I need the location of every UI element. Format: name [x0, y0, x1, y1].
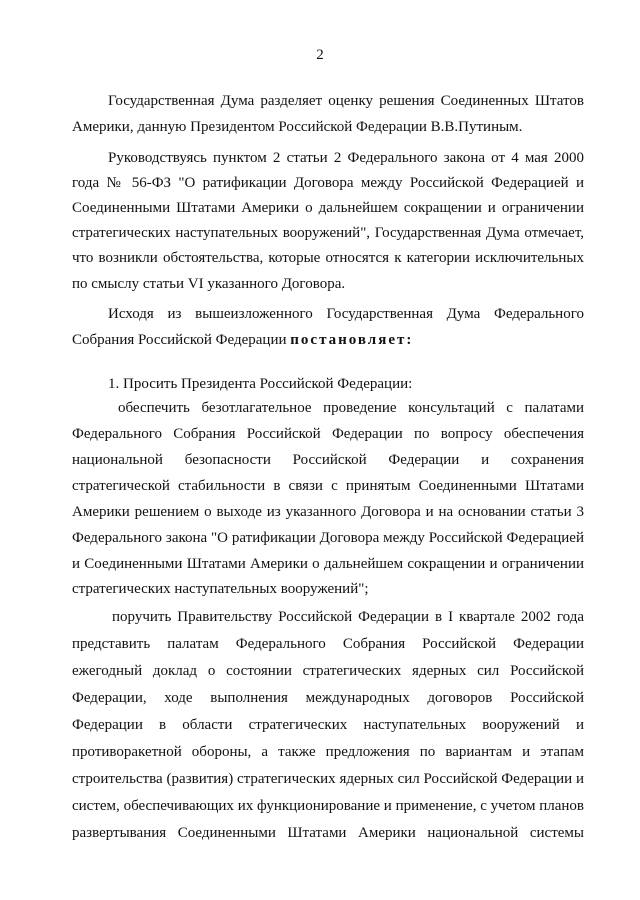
- paragraph-1-line-1: Государственная Дума разделяет оценку решения Соединенных Штатов: [108, 93, 584, 109]
- paragraph-4-line-6: Федерального закона "О ратификации Договора между Российской Федерацией: [72, 530, 584, 546]
- paragraph-2-line-6: по смыслу статьи VI указанного Договора.: [72, 276, 346, 292]
- paragraph-5-line-4: Федерации, ходе выполнения международных договоров Российской: [72, 690, 584, 706]
- item-1-heading: 1. Просить Президента Российской Федерации:: [108, 376, 413, 392]
- paragraph-2-line-2: года № 56-ФЗ "О ратификации Договора между Российской Федерацией и: [72, 175, 584, 191]
- paragraph-3-line-1: Исходя из вышеизложенного Государственная Дума Федерального: [108, 306, 584, 322]
- paragraph-2-line-5: что возникли обстоятельства, которые относятся к категории исключительных: [72, 250, 584, 266]
- paragraph-5-line-8: систем, обеспечивающих их функционирование и применение, с учетом планов: [72, 798, 584, 814]
- paragraph-4-line-8: стратегических наступательных вооружений";: [72, 581, 369, 597]
- paragraph-5-line-5: Федерации в области стратегических наступательных вооружений и: [72, 717, 584, 733]
- paragraph-3-text: Собрания Российской Федерации: [72, 332, 287, 348]
- paragraph-4-line-5: Америки решением о выходе из указанного Договора и на основании статьи 3: [72, 504, 584, 520]
- paragraph-5-line-2: представить палатам Федерального Собрания Российской Федерации: [72, 636, 584, 652]
- paragraph-5-line-9: развертывания Соединенными Штатами Америки национальной системы: [72, 825, 584, 841]
- paragraph-1-line-2: Америки, данную Президентом Российской Федерации В.В.Путиным.: [72, 119, 523, 135]
- paragraph-4-line-4: стратегической стабильности в связи с принятым Соединенными Штатами: [72, 478, 584, 494]
- paragraph-5-line-7: строительства (развития) стратегических ядерных сил Российской Федерации и: [72, 771, 584, 787]
- paragraph-4-line-3: национальной безопасности Российской Федерации и сохранения: [72, 452, 584, 468]
- resolution-keyword: постановляет:: [290, 332, 414, 348]
- paragraph-2-line-1: Руководствуясь пунктом 2 статьи 2 Федерального закона от 4 мая 2000: [108, 150, 584, 166]
- paragraph-4-line-7: и Соединенными Штатами Америки о дальнейшем сокращении и ограничении: [72, 556, 584, 572]
- paragraph-5-line-6: противоракетной обороны, а также предложения по вариантам и этапам: [72, 744, 584, 760]
- paragraph-5-line-1: поручить Правительству Российской Федерации в I квартале 2002 года: [112, 609, 584, 625]
- paragraph-4-line-2: Федерального Собрания Российской Федерации по вопросу обеспечения: [72, 426, 584, 442]
- page-number: 2: [316, 47, 324, 63]
- paragraph-2-line-3: Соединенными Штатами Америки о дальнейшем сокращении и ограничении: [72, 200, 584, 216]
- paragraph-5-line-3: ежегодный доклад о состоянии стратегических ядерных сил Российской: [72, 663, 584, 679]
- paragraph-3-line-2: [72, 331, 584, 349]
- paragraph-4-line-1: обеспечить безотлагательное проведение консультаций с палатами: [118, 400, 584, 416]
- paragraph-2-line-4: стратегических наступательных вооружений", Государственная Дума отмечает,: [72, 225, 584, 241]
